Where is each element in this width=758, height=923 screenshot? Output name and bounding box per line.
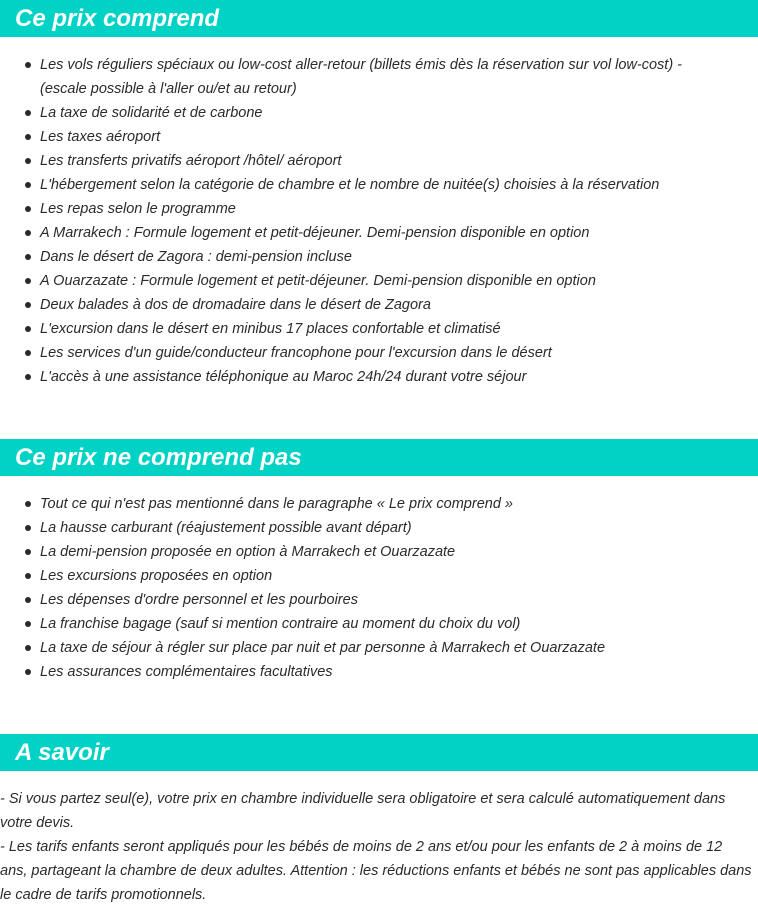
excludes-list	[0, 492, 758, 684]
list-item: Les transferts privatifs aéroport /hôtel/ aéroport	[0, 149, 758, 173]
list-item: Les vols réguliers spéciaux ou low-cost aller-retour (billets émis dès la réservation sur vol low-cost) - (escale possible à l'aller ou/et au retour)	[0, 53, 758, 101]
list-item: La franchise bagage (sauf si mention contraire au moment du choix du vol)	[0, 612, 758, 636]
list-item: Dans le désert de Zagora : demi-pension incluse	[0, 245, 758, 269]
savoir-paragraph-children: - Les tarifs enfants seront appliqués pour les bébés de moins de 2 ans et/ou pour les enfants de 2 à moins de 12 ans, partageant la chambre de deux adultes. Attention : les réductions enfants et bébés ne sont pas applicables dans le cadre de tarifs promotionnels.	[0, 839, 752, 903]
list-item: Les assurances complémentaires facultatives	[0, 660, 758, 684]
list-item: Les services d'un guide/conducteur francophone pour l'excursion dans le désert	[0, 341, 758, 365]
list-item: La demi-pension proposée en option à Marrakech et Ouarzazate	[0, 540, 758, 564]
list-item: A Ouarzazate : Formule logement et petit-déjeuner. Demi-pension disponible en option	[0, 269, 758, 293]
list-item: La taxe de séjour à régler sur place par nuit et par personne à Marrakech et Ouarzazate	[0, 636, 758, 660]
list-item: Deux balades à dos de dromadaire dans le désert de Zagora	[0, 293, 758, 317]
savoir-header	[0, 734, 758, 771]
includes-header	[0, 0, 758, 37]
includes-list	[0, 53, 758, 389]
excludes-title: Ce prix ne comprend pas	[15, 444, 302, 471]
includes-title: Ce prix comprend	[15, 5, 220, 32]
savoir-text	[0, 787, 758, 907]
list-item: L'accès à une assistance téléphonique au Maroc 24h/24 durant votre séjour	[0, 365, 758, 389]
list-item: Les repas selon le programme	[0, 197, 758, 221]
savoir-title: A savoir	[15, 739, 109, 766]
excludes-header	[0, 439, 758, 476]
list-item: L'excursion dans le désert en minibus 17 places confortable et climatisé	[0, 317, 758, 341]
list-item: Les excursions proposées en option	[0, 564, 758, 588]
savoir-paragraph-single: - Si vous partez seul(e), votre prix en chambre individuelle sera obligatoire et sera calculé automatiquement dans votre devis.	[0, 791, 726, 831]
list-item: Les dépenses d'ordre personnel et les pourboires	[0, 588, 758, 612]
list-item: La taxe de solidarité et de carbone	[0, 101, 758, 125]
list-item: L'hébergement selon la catégorie de chambre et le nombre de nuitée(s) choisies à la réservation	[0, 173, 758, 197]
list-item: Tout ce qui n'est pas mentionné dans le paragraphe « Le prix comprend »	[0, 492, 758, 516]
list-item: Les taxes aéroport	[0, 125, 758, 149]
list-item: A Marrakech : Formule logement et petit-déjeuner. Demi-pension disponible en option	[0, 221, 758, 245]
list-item: La hausse carburant (réajustement possible avant départ)	[0, 516, 758, 540]
